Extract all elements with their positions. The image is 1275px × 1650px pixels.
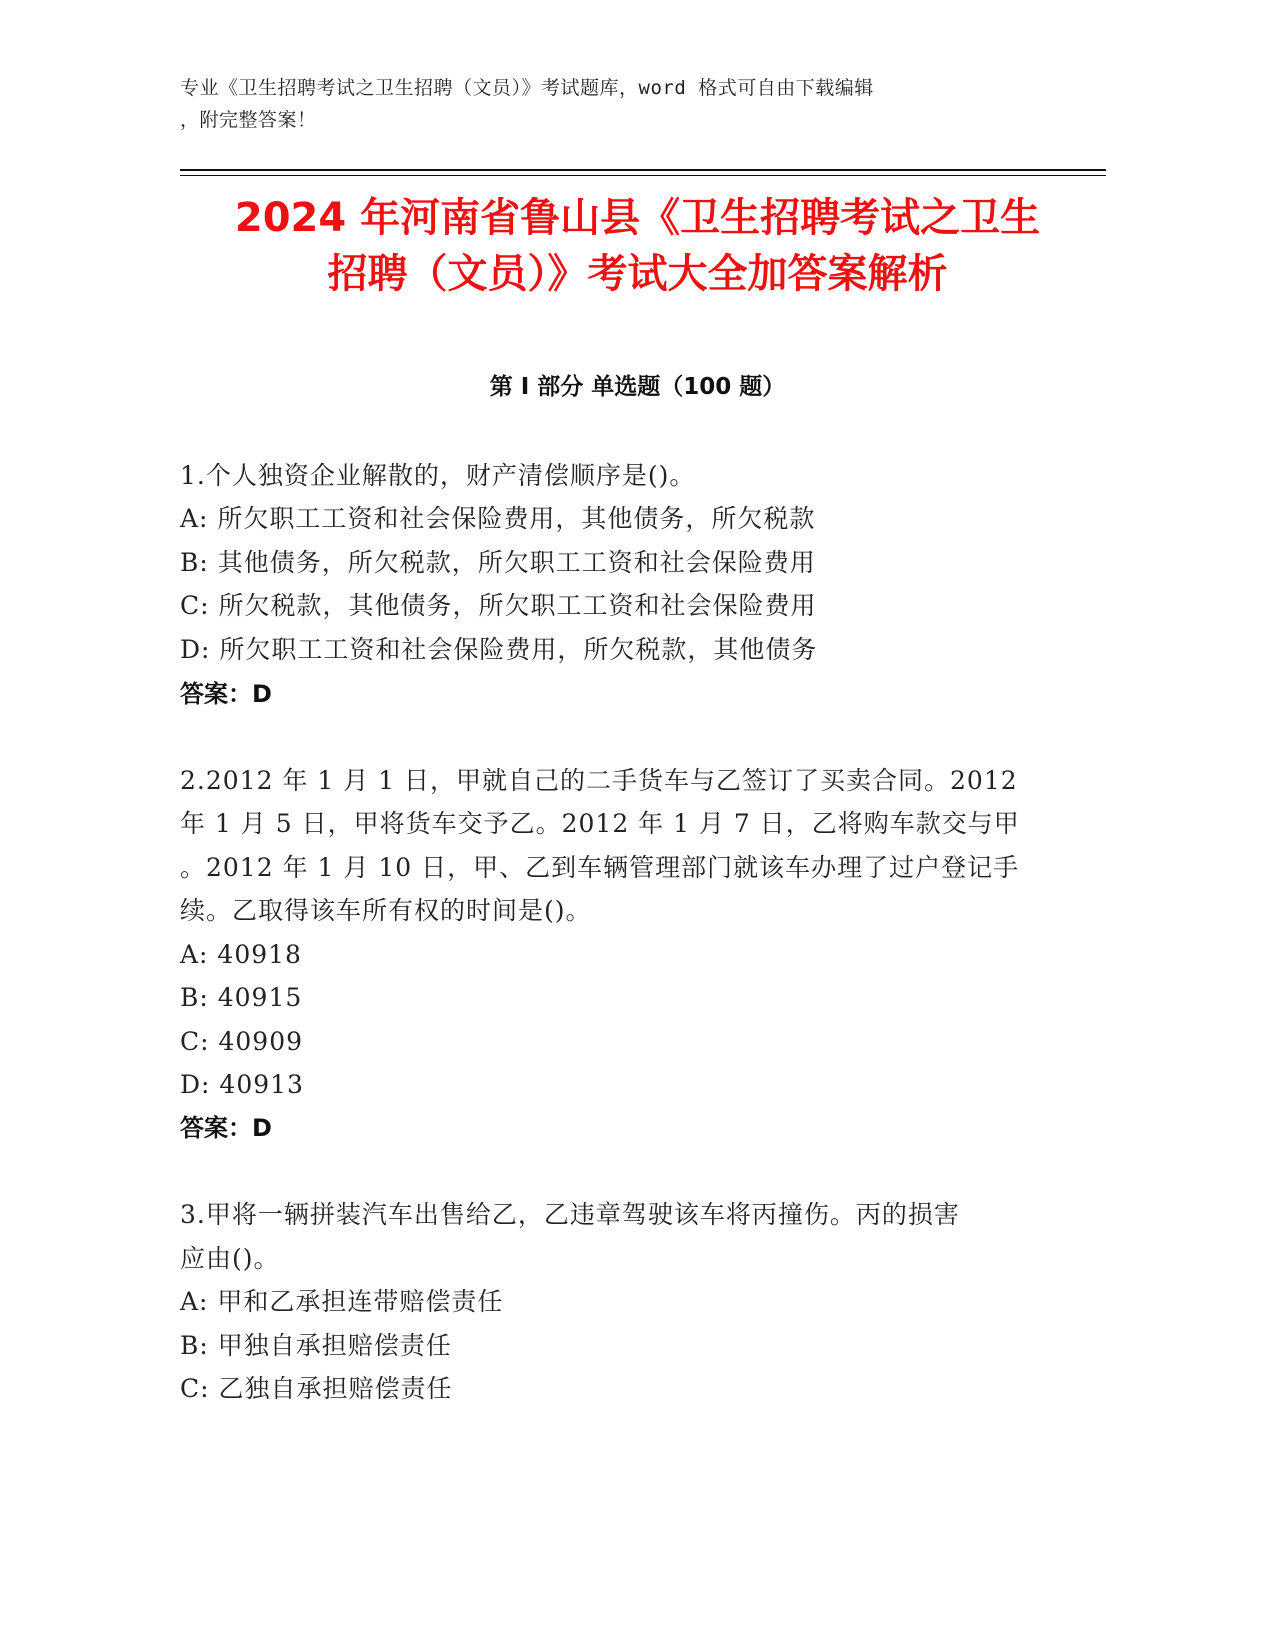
question-2-option-a: A: 40918: [180, 940, 302, 969]
header-divider-thick: [180, 169, 1106, 171]
question-3-stem-line-2: 应由()。: [180, 1244, 280, 1273]
question-3-option-a: A: 甲和乙承担连带赔偿责任: [180, 1287, 504, 1316]
question-2-stem-line-2: 年 1 月 5 日，甲将货车交予乙。2012 年 1 月 7 日，乙将购车款交与甲: [180, 809, 1020, 838]
question-3-stem-line-1: 3.甲将一辆拼装汽车出售给乙，乙违章驾驶该车将丙撞伤。丙的损害: [180, 1200, 960, 1229]
question-3-option-b: B: 甲独自承担赔偿责任: [180, 1331, 452, 1360]
header-note-line-1: 专业《卫生招聘考试之卫生招聘（文员）》考试题库，word 格式可自由下载编辑: [180, 77, 874, 99]
question-1-stem: 1.个人独资企业解散的，财产清偿顺序是()。: [180, 461, 696, 490]
question-2-answer: 答案：D: [180, 1114, 272, 1142]
question-3-option-c: C: 乙独自承担赔偿责任: [180, 1374, 453, 1403]
header-note-line-2: ，附完整答案！: [180, 109, 317, 131]
question-2-stem-line-3: 。2012 年 1 月 10 日，甲、乙到车辆管理部门就该车办理了过户登记手: [180, 853, 1020, 882]
section-heading: 第 I 部分 单选题（100 题）: [489, 374, 786, 400]
question-1-option-a: A: 所欠职工工资和社会保险费用，其他债务，所欠税款: [180, 504, 816, 533]
question-2-stem-line-1: 2.2012 年 1 月 1 日，甲就自己的二手货车与乙签订了买卖合同。2012: [180, 766, 1018, 795]
question-1-option-c: C: 所欠税款，其他债务，所欠职工工资和社会保险费用: [180, 591, 817, 620]
question-2-option-d: D: 40913: [180, 1070, 304, 1099]
question-2-option-b: B: 40915: [180, 983, 303, 1012]
document-title-line-2: 招聘（文员）》考试大全加答案解析: [327, 251, 948, 297]
question-2-option-c: C: 40909: [180, 1027, 304, 1056]
document-title-line-1: 2024 年河南省鲁山县《卫生招聘考试之卫生: [234, 195, 1041, 241]
question-1-answer: 答案：D: [180, 680, 272, 708]
document-title: [150, 190, 1125, 302]
question-2-stem-line-4: 续。乙取得该车所有权的时间是()。: [180, 896, 592, 925]
header-note: [180, 72, 1040, 136]
question-1-option-d: D: 所欠职工工资和社会保险费用，所欠税款，其他债务: [180, 635, 818, 664]
question-1-option-b: B: 其他债务，所欠税款，所欠职工工资和社会保险费用: [180, 548, 816, 577]
header-divider-thin: [180, 175, 1106, 176]
